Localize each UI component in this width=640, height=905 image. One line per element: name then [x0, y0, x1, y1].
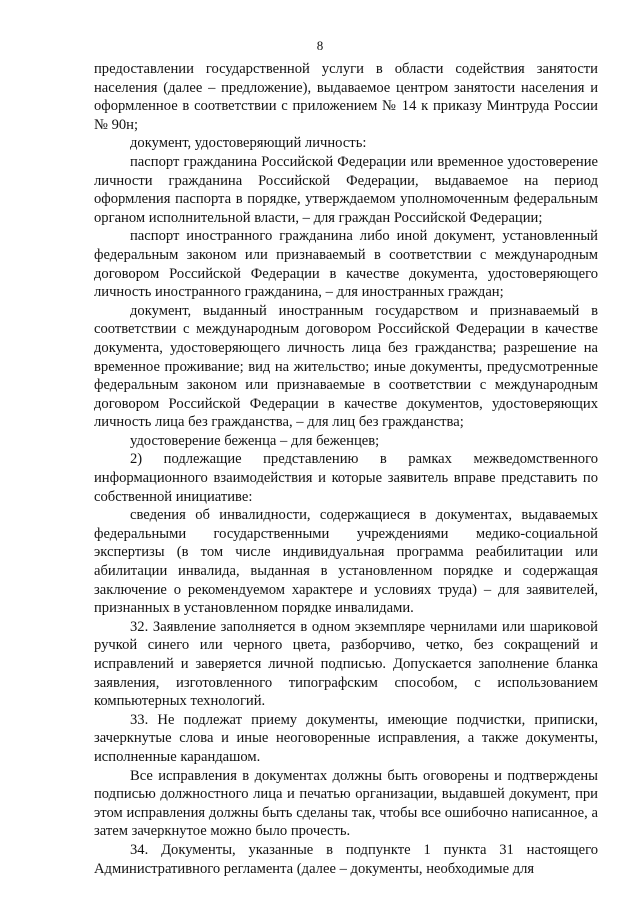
paragraph-stateless-document: документ, выданный иностранным государством и признаваемый в соответствии с международным договором Российской Федерации в качестве документа, удостоверяющего личность лица без гражданства; разрешение на временное проживание; вид на жительство; иные документы, предусмотренные федеральным законом или признаваемые в соответствии с международным договором Российской Федерации в качестве документов, удостоверяющих личность лица без гражданства, – для лиц без гражданства; [94, 302, 598, 431]
paragraph-corrections: Все исправления в документах должны быть оговорены и подтверждены подписью должностного лица и печатью организации, выдавшей документ, при этом исправления должны быть сделаны так, чтобы все ошибочно написанное, а затем зачеркнутое можно было прочесть. [94, 767, 598, 840]
paragraph-foreign-passport: паспорт иностранного гражданина либо иной документ, установленный федеральным законом или признаваемый в соответствии с международным договором Российской Федерации в качестве документа, удостоверяющего личность иностранного гражданина, – для иностранных граждан; [94, 228, 598, 301]
page-number: 8 [316, 38, 324, 53]
paragraph-interagency-documents: 2) подлежащие представлению в рамках межведомственного информационного взаимодействия и которые заявитель вправе представить по собственной инициативе: [94, 451, 598, 505]
paragraph-clause-33: 33. Не подлежат приему документы, имеющие подчистки, приписки, зачеркнутые слова и иные неоговоренные исправления, а также документы, исполненные карандашом. [94, 711, 598, 765]
paragraph-russian-passport: паспорт гражданина Российской Федерации или временное удостоверение личности гражданина Российской Федерации, выдаваемое на период оформления паспорта в порядке, утверждаемом уполномоченным федеральным органом исполнительной власти, – для граждан Российской Федерации; [94, 153, 598, 226]
paragraph-refugee-certificate: удостоверение беженца – для беженцев; [130, 432, 380, 449]
page-body [94, 60, 598, 878]
paragraph-clause-32: 32. Заявление заполняется в одном экземпляре чернилами или шариковой ручкой синего или черного цвета, разборчиво, четко, без сокращений и исправлений и заверяется личной подписью. Допускается заполнение бланка заявления, изготовленного типографским способом, с использованием компьютерных технологий. [94, 618, 598, 710]
paragraph-clause-34: 34. Документы, указанные в подпункте 1 пункта 31 настоящего Административного регламента (далее – документы, необходимые для [94, 841, 598, 877]
paragraph-identity-document-heading: документ, удостоверяющий личность: [130, 135, 367, 152]
paragraph-continuation: предоставлении государственной услуги в области содействия занятости населения (далее – предложение), выдаваемое центром занятости населения и оформленное в соответствии с приложением № 14 к приказу Минтруда России № 90н; [94, 61, 598, 133]
paragraph-disability-info: сведения об инвалидности, содержащиеся в документах, выдаваемых федеральными государственными учреждениями медико-социальной экспертизы (в том числе индивидуальная программа реабилитации или абилитации инвалида, выданная в установленном порядке и содержащая заключение о рекомендуемом характере и условиях труда) – для заявителей, признанных в установленном порядке инвалидами. [94, 507, 598, 617]
